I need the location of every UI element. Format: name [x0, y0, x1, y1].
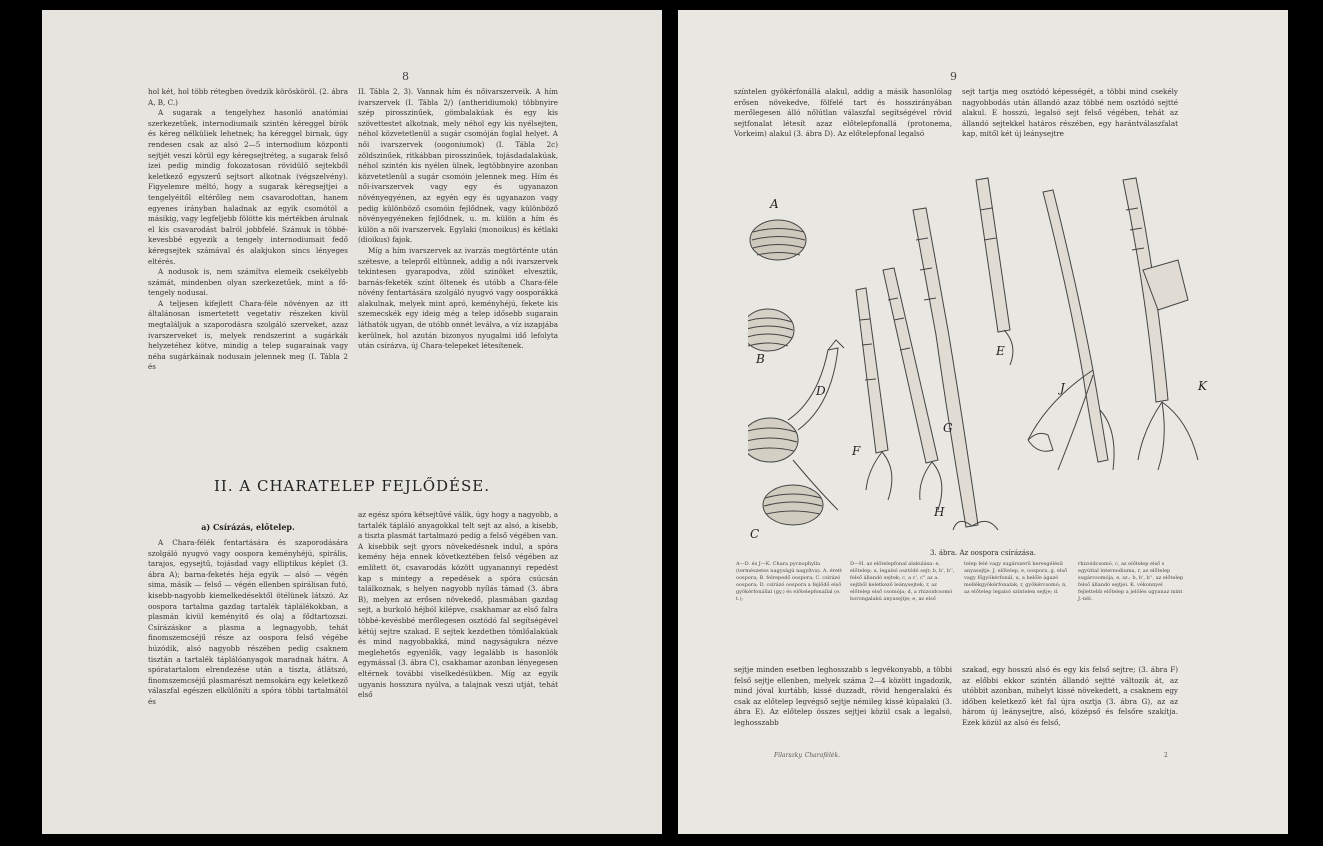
left-page — [42, 10, 662, 834]
page-number: 8 — [402, 70, 409, 83]
figure-label: A — [770, 197, 779, 211]
text-column-2 — [358, 87, 558, 352]
figure-label: E — [996, 344, 1005, 358]
figure-label: K — [1198, 379, 1207, 393]
figure-label: B — [756, 352, 765, 366]
figure-oospora-germination — [748, 170, 1238, 540]
paragraph: II. Tábla 2, 3). Vannak hím és nőivarszerveik. A hím ivarszervek (I. Tábla 2/) (antheridiumok) többnyire szép pirosszinűek, gömbalakúak és egy kis szövettestet alkotnak, mely néhol egy kis nyélsejten, néhol közvetetlenül a sugár csomóján foglal helyet. A női ivarszervek (oogoniumok) (I. Tábla 2c) zöldszinűek, ritkábban pirosszinűek, tojásdadalakúak, néhol szintén kis nyélen ülnek, legtöbbnyire azonban közvetetlenül a sugár csomóin jelennek meg. Hím és női-ivarszervek vagy egy és ugyanazon növényegyénen, az egyén egy és ugyanazon vagy pedig különböző csomóin fejlődnek, vagy különböző növényegyéneken fejlődnek, u. m. külön a hím és külön a női ivarszervek. Egylaki (monoikus) és kétlaki (dioikus) fajok. — [358, 87, 558, 245]
paragraph: színtelen gyökérfonállá alakul, addig a másik hasonlólag erősen növekedve, fölfelé tart és hosszirányában merőlegesen álló nőlútlan válaszfal segítségével rövid sejtfonalat létesít azaz előtelepfonallá (protonema, Vorkeim) alakul (3. ábra D). Az előtelepfonal legalsó — [734, 87, 952, 139]
figure-caption: A—D. és J—K. Chara pycnophylla (természetes nagyságú nagyítva). A. érett oospora; B. felrepedő oospora; C. csírázó oospora; D. csírázó oospora a fejlődő első gyökérfonállal (gy.) és előtelepfonallal (e. t.); — [736, 561, 842, 602]
section-heading: II. A CHARATELEP FEJLŐDÉSE. — [213, 477, 490, 495]
oospore-a-drawing — [750, 220, 806, 260]
paragraph: sejtje minden esetben leghosszabb s legvékonyabb, a többi felső sejtje ellenben, melyek száma 2—4 között ingadozik, mind jóval kurtább, kissé duzzadt, rövid hengeralakú és csak az előtelep legvégső sejtje némileg kissé kúpalakú (3. ábra E). Az előtelep összes sejtjei közül csak a legalsó, leghosszabb — [734, 665, 952, 727]
protonema-j-drawing — [1028, 190, 1114, 470]
running-footer: Filarszky. Charafélék. — [774, 752, 840, 759]
paragraph: A Chara-félék fentartására és szaporodására szolgáló nyugvó vagy oospora keményhéjú, spirális, tarajos, egysejtű, tojásdad vagy elliptikus képlet (3. ábra A); barna-feketés héja egyik — alsó — végén sima, másik — felső — végén ellenben spirálisan futó, kisebb-nagyobb kiemelkedésektől ötélünek látszó. Az oospora tartalma gazdag tartalék táplálékokban, a plasmán kivül keményitő és olaj a fődtartozszi. Csírázáskor a plasma a legnagyobb, tehát finomszemcséjű része az oospora felső végébe húzódik, alsó nagyobb részében pedig csaknem tisztán a tartalék táplálóanyagok maradnak hátra. A spóratartalom elrendezése után a tiszta, átlátszó, finomszemcséjű plasmarészt nemsokára egy keletkező válaszfal egészen elkülöníti a spóra többi tartalmától és — [148, 538, 348, 706]
figure-caption: telep felé vagy sugárszerű keresgélésű anyasejtje. J. előtelep, e, oospora, g, első vagy főgyökérfonál, u, a belőle ágazó mellékgyökérfonalak; r, gyökércsomó; n, az előtelep legalsó színtelen sejtje; d. — [964, 561, 1068, 595]
protonema-k-drawing — [1123, 178, 1198, 470]
figure-label: H — [934, 505, 945, 519]
right-page — [678, 10, 1288, 834]
subsection-heading: a) Csírázás, előtelep. — [201, 522, 295, 532]
text-column-1 — [734, 87, 952, 140]
text-column-1 — [148, 87, 348, 373]
oospore-b-drawing — [748, 309, 794, 351]
figure-label: C — [750, 527, 760, 540]
protonema-e-drawing — [976, 178, 1013, 365]
paragraph: Míg a hím ivarszervek az ivarzás megtörténte után szétesve, a telepről eltünnek, addig a női ivarszervek tekintesen gyarapodva, zöld szinöket elvesztik, barnás-feketék színt öltenek és utóbb a Chara-féle növény fentartására szolgáló nyugvó vagy oosporákká alakulnak, melyek mint apró, keményhéjú, fekete kis szemecskék egy ideig még a telep idősebb sugarain láthatók ugyan, de utóbb onnét leválva, a víz iszapjába kerülnek, hol azután bizonyos nyugalmi idő lefolyta után csírázva, új Chara-telepeket létesítenek. — [358, 245, 558, 351]
figure-label: F — [852, 444, 861, 458]
figure-caption-title: 3. ábra. Az oospora csírázása. — [929, 549, 1037, 557]
figure-caption: rhizoidcsomó, c, az előtelep első s egyúttal internodiuma, r, az előtelep sugárcsomója, e, sz.; b, b', b'', az előtelep felső állandó sejtjei. K. vékonnyel fejlettebb előtelep a jelölés ugyanaz mint J.-nél. — [1078, 561, 1184, 602]
page-number: 9 — [950, 70, 957, 83]
text-column-3 — [148, 538, 348, 708]
text-column-2 — [962, 87, 1178, 140]
figure-label: D — [816, 384, 826, 398]
text-column-3 — [734, 665, 952, 729]
text-column-4 — [962, 665, 1178, 729]
paragraph: sejt tartja meg osztódó képességét, a többi mind csekély nagyobbodás után állandó azaz többé nem osztódó sejtté alakul. E hosszú, legalsó sejt felső végében, tehát az állandó sejtekkel határos részében, egy harántválaszfalat kap, mitől két új leánysejtre — [962, 87, 1178, 139]
paragraph: az egész spóra kétsejtűvé válik, úgy hogy a nagyobb, a tartalék tápláló anyagokkal telt sejt az alsó, a kisebb, a tiszta plasmát tartalmazó pedig a felső végében van. A kisebbik sejt gyors növekedésnek indul, a spóra kemény héja ennek következtében felső végében az említett öt, csavarodás között ugyanannyi repedést kap s mintegy a repedések a spóra csúcsán találkoznak, s helyen nagyobb nyílás támad (3. ábra B), melyen az erősen növekedő, plasmában gazdag sejt, a burkoló héjból kilépve, csakhamar az első falra többé-kevésbbé merőlegesen osztódó fal segítségével kétúj sejtre szakad. E sejtek kezdetben tömlőalakúak és mind nagyobbakká, mind nagyságukra nézve meglehetős egyenlők, vagy legalább is hasonlók egymással (3. ábra C), csakhamar azonban lényegesen eltérnek további viselkedésükben. Míg az egyik ugyanis hosszura nyúlva, a talajnak veszi utját, tehát első — [358, 510, 558, 700]
paragraph: A sugarak a tengelyhez hasonló anatómiai szerkezetűek, internodiumaik szintén kéreggel bírók és kéreg nélküliek lehetnek; ha kéreggel birnak, úgy rendesen csak az alsó 2—5 internodium központi sejtjét veszi körül egy kéregsejtréteg, a sugarak felső izei pedig mindig fokozatosan rövidülő sejtekből keletkező egyszerű sejtsort alkotnak (végszelvény). Figyelemre méltó, hogy a sugarak kéregsejtjei a tengelyéitől eltérőleg nem csavarodottan, hanem egyenes irányban haladnak az egyik csomótól a másikig, vagy legfeljebb fölötte kis mértékben árulnak el kis csavarodást balról jobbfelé. Számuk is többé-kevesbbé egyezik a tengely internodiumait fedő kéregsejtek számával és alakjukon sincs lényeges eltérés. — [148, 108, 348, 266]
protonema-h-drawing — [913, 208, 998, 530]
figure-label: G — [943, 421, 953, 435]
oospore-c-drawing — [763, 485, 823, 525]
paragraph: A nodusok is, nem számítva elemeik csekélyebb számát, mindenben olyan szerkezetűek, mint a fő-tengely nodusai. — [148, 267, 348, 298]
paragraph: A teljesen kifejlett Chara-féle növényen az itt általánosan ismertetett vegetativ részeken kivül megtaláljuk a szaporodásra szolgáló szerveket, azaz ivarszerveket is, melyek rendszerint a sugárkák helyzetéhez kötve, mindig a telep sugarainak vagy néha sugárkáinak nodusain jelennek meg (I. Tábla 2 és — [148, 298, 348, 372]
figure-caption: D—H. az előtelepfonal alakulása: e, előtelep; a, legalsó osztódó sejt; b, b', b'', felső állandó sejtek; c, a c', c'' az a. sejtből keletkező leánysejtek; r, az előtelep első csomója; d, a rhizoidcsomó borongalakú anyasejtje; e, az első — [850, 561, 955, 602]
text-column-4 — [358, 510, 558, 701]
paragraph: szakad, egy hosszú alsó és egy kis felső sejtre; (3. ábra F) az előbbi ekkor szintén állandó sejtté változik át, az utóbbit azonban, mihelyt kissé növekedett, a csaknem egy időben keletkező két fal újra osztja (3. ábra G), az az három új leánysejtre, alsó, középső és felsőre szakítja. Ezek közül az alsó és felső, — [962, 665, 1178, 727]
paragraph: hol két, hol több rétegben övedzik körösköröl. (2. ábra A, B, C.) — [148, 87, 348, 107]
signature-mark: 2 — [1164, 752, 1168, 759]
figure-label: J — [1060, 381, 1065, 395]
protonema-f-drawing — [856, 288, 892, 500]
